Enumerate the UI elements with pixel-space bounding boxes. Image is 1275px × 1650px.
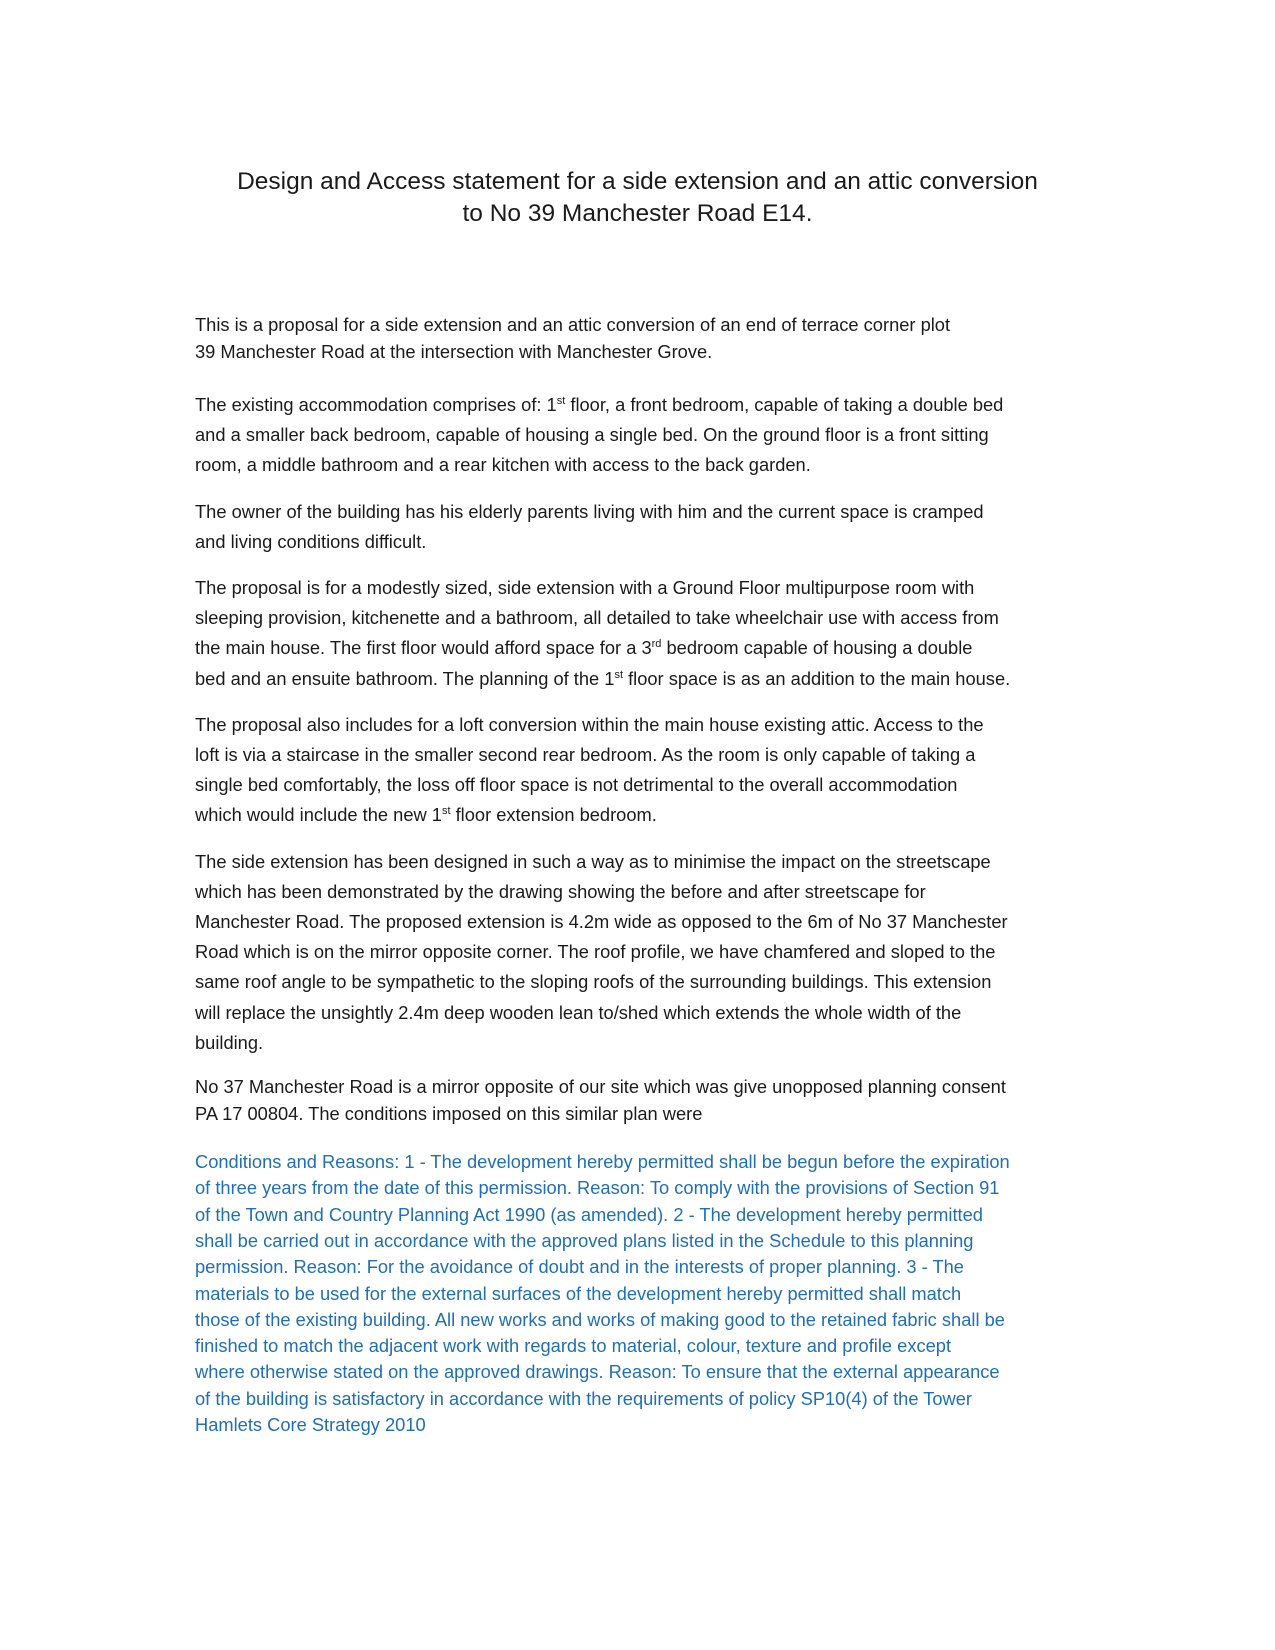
text-fragment: the main house. The first floor would afford space for a 3 (195, 637, 652, 659)
paragraph-loft-conversion (195, 710, 1075, 831)
text-fragment: The existing accommodation comprises of: 1 (195, 394, 557, 415)
text-line: The proposal also includes for a loft conversion within the main house existing attic. Access to the (195, 713, 984, 735)
text-line: The proposal is for a modestly sized, side extension with a Ground Floor multipurpose room with (195, 577, 975, 599)
text-fragment: floor extension bedroom. (450, 804, 657, 826)
paragraph-side-extension (195, 847, 1075, 1058)
text-line (195, 664, 1075, 694)
ordinal-suffix: st (441, 805, 451, 818)
paragraph-intro (195, 312, 1075, 365)
text-line: single bed comfortably, the loss off floor space is not detrimental to the overall accommodation (195, 774, 958, 796)
text-line: permission. Reason: For the avoidance of doubt and in the interests of proper planning. 3 - The (195, 1256, 964, 1278)
text-line: materials to be used for the external surfaces of the development hereby permitted shall match (195, 1282, 962, 1304)
ordinal-suffix: st (614, 668, 623, 681)
text-line: same roof angle to be sympathetic to the sloping roofs of the surrounding buildings. This extension (195, 971, 992, 993)
text-line: Hamlets Core Strategy 2010 (195, 1414, 426, 1436)
document-title (150, 166, 1125, 230)
text-line (195, 633, 1075, 663)
document-body (195, 312, 1075, 1438)
text-line: loft is via a staircase in the smaller second rear bedroom. As the room is only capable of taking a (195, 744, 976, 766)
text-line: The side extension has been designed in such a way as to minimise the impact on the streetscape (195, 850, 991, 872)
text-line: Conditions and Reasons: 1 - The development hereby permitted shall be begun before the expiration (195, 1151, 1010, 1173)
text-line: room, a middle bathroom and a rear kitchen with access to the back garden. (195, 454, 811, 476)
text-line: and living conditions difficult. (195, 530, 427, 552)
title-line: Design and Access statement for a side extension and an attic conversion (237, 168, 1038, 195)
text-line: No 37 Manchester Road is a mirror opposite of our site which was give unopposed planning consent (195, 1076, 1006, 1098)
text-line: finished to match the adjacent work with regards to material, colour, texture and profile except (195, 1335, 952, 1357)
text-line: of the building is satisfactory in accordance with the requirements of policy SP10(4) of the Tower (195, 1387, 973, 1409)
text-fragment: floor, a front bedroom, capable of taking a double bed (565, 394, 1004, 415)
title-line: to No 39 Manchester Road E14. (462, 200, 813, 227)
paragraph-proposal (195, 573, 1075, 694)
text-line: where otherwise stated on the approved drawings. Reason: To ensure that the external appearance (195, 1361, 1000, 1383)
text-line: will replace the unsightly 2.4m deep wooden lean to/shed which extends the whole width of the (195, 1001, 962, 1023)
text-line: Manchester Road. The proposed extension is 4.2m wide as opposed to the 6m of No 37 Manchester (195, 911, 1008, 933)
text-line: 39 Manchester Road at the intersection with Manchester Grove. (195, 340, 713, 362)
text-line: and a smaller back bedroom, capable of housing a single bed. On the ground floor is a front sitting (195, 424, 989, 446)
paragraph-existing-accommodation (195, 390, 1075, 481)
text-fragment: floor space is as an addition to the main house. (623, 667, 1011, 689)
text-fragment: bed and an ensuite bathroom. The planning of the 1 (195, 667, 615, 689)
text-fragment: bedroom capable of housing a double (661, 637, 973, 659)
conditions-and-reasons (195, 1149, 1075, 1438)
ordinal-suffix: st (556, 395, 566, 407)
text-fragment: which would include the new 1 (195, 804, 442, 826)
text-line: those of the existing building. All new works and works of making good to the retained fabric shall be (195, 1308, 1005, 1330)
text-line: The owner of the building has his elderly parents living with him and the current space is cramped (195, 500, 984, 522)
ordinal-suffix: rd (651, 638, 662, 651)
text-line (195, 800, 1075, 830)
text-line: sleeping provision, kitchenette and a bathroom, all detailed to take wheelchair use with access from (195, 607, 999, 629)
text-line: shall be carried out in accordance with the approved plans listed in the Schedule to this planning (195, 1229, 974, 1251)
text-line (195, 390, 1075, 420)
paragraph-planning-consent (195, 1074, 1075, 1127)
text-line: of the Town and Country Planning Act 1990 (as amended). 2 - The development hereby permitted (195, 1203, 983, 1225)
text-line: Road which is on the mirror opposite corner. The roof profile, we have chamfered and sloped to the (195, 941, 996, 963)
paragraph-owner (195, 497, 1075, 557)
text-line: which has been demonstrated by the drawing showing the before and after streetscape for (195, 880, 926, 902)
text-line: of three years from the date of this permission. Reason: To comply with the provisions of Section 91 (195, 1177, 1000, 1199)
text-line: building. (195, 1031, 264, 1053)
text-line: PA 17 00804. The conditions imposed on this similar plan were (195, 1102, 703, 1124)
text-line: This is a proposal for a side extension and an attic conversion of an end of terrace corner plot (195, 314, 951, 335)
